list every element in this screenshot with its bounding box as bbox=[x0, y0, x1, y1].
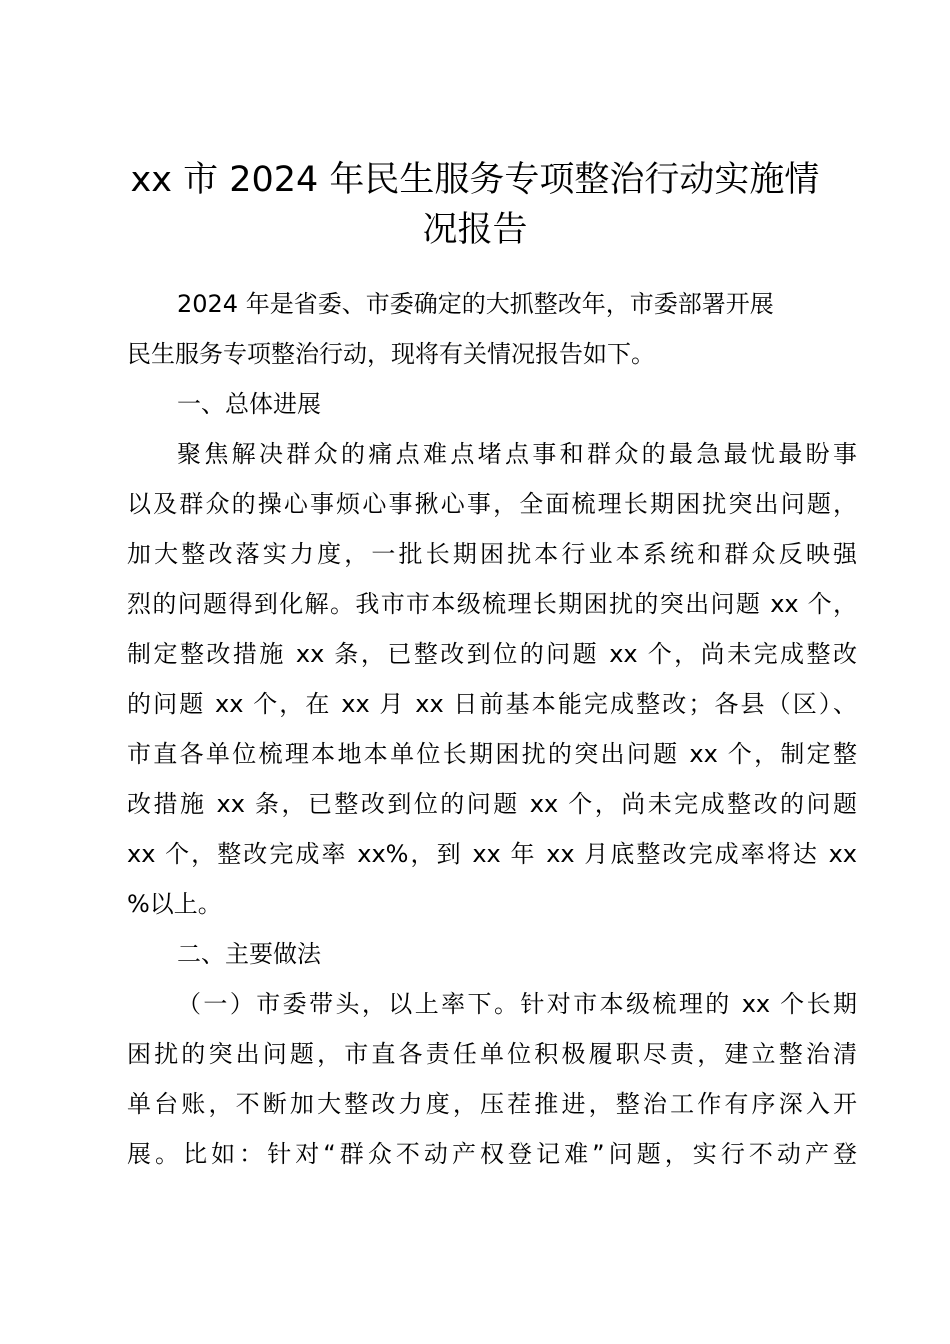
paragraph-line: 以及群众的操心事烦心事揪心事，全面梳理长期困扰突出问题， bbox=[127, 490, 857, 518]
paragraph-line: 加大整改落实力度，一批长期困扰本行业本系统和群众反映强 bbox=[127, 540, 857, 568]
paragraph-line: 单台账，不断加大整改力度，压茬推进，整治工作有序深入开 bbox=[127, 1090, 857, 1118]
paragraph-line: 市直各单位梳理本地本单位长期困扰的突出问题 xx 个，制定整 bbox=[127, 740, 857, 768]
paragraph-line: %以上。 bbox=[127, 890, 222, 918]
paragraph-line: （一）市委带头，以上率下。针对市本级梳理的 xx 个长期 bbox=[177, 990, 857, 1018]
paragraph-line: 展。比如：针对“群众不动产权登记难”问题，实行不动产登 bbox=[127, 1140, 857, 1168]
paragraph-line: 聚焦解决群众的痛点难点堵点事和群众的最急最忧最盼事 bbox=[177, 440, 857, 468]
document-title-line-2: 况报告 bbox=[422, 210, 528, 250]
paragraph-line: 困扰的突出问题，市直各责任单位积极履职尽责，建立整治清 bbox=[127, 1040, 857, 1068]
paragraph-line: 改措施 xx 条，已整改到位的问题 xx 个，尚未完成整改的问题 bbox=[127, 790, 857, 818]
section-heading-main-practices: 二、主要做法 bbox=[177, 940, 321, 968]
paragraph-line: 烈的问题得到化解。我市市本级梳理长期困扰的突出问题 xx 个， bbox=[127, 590, 857, 618]
paragraph-line: 民生服务专项整治行动，现将有关情况报告如下。 bbox=[127, 340, 655, 368]
document-title-line-1: xx 市 2024 年民生服务专项整治行动实施情 bbox=[130, 160, 820, 200]
paragraph-line: 的问题 xx 个，在 xx 月 xx 日前基本能完成整改；各县（区）、 bbox=[127, 690, 857, 718]
paragraph-line: xx 个，整改完成率 xx%，到 xx 年 xx 月底整改完成率将达 xx bbox=[127, 840, 857, 868]
paragraph-line: 制定整改措施 xx 条，已整改到位的问题 xx 个，尚未完成整改 bbox=[127, 640, 857, 668]
paragraph-line: 2024 年是省委、市委确定的大抓整改年，市委部署开展 bbox=[177, 290, 774, 318]
section-heading-overall-progress: 一、总体进展 bbox=[177, 390, 321, 418]
